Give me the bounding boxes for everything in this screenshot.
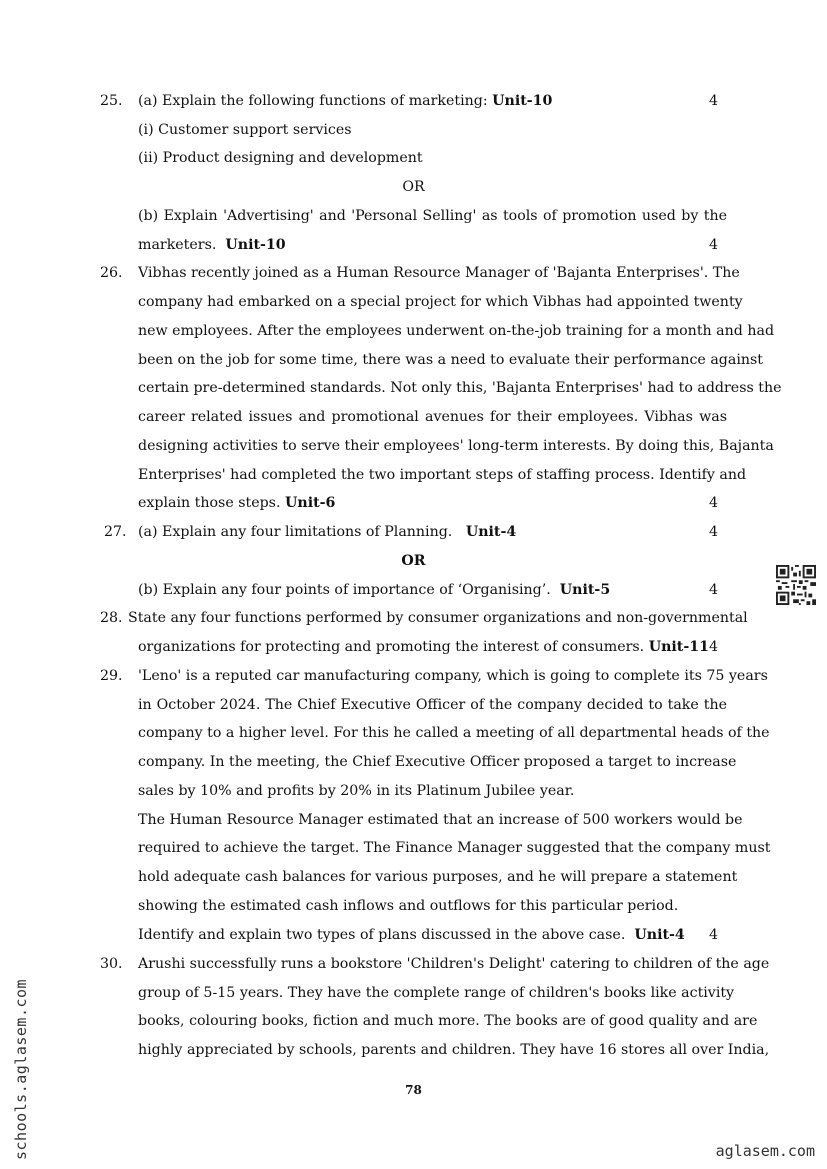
q28-number: 28. <box>100 610 123 626</box>
q26-line: company had embarked on a special project for which Vibhas had appointed twenty <box>138 294 743 310</box>
q26-line: been on the job for some time, there was a need to evaluate their performance against <box>138 352 763 368</box>
q28-line2: organizations for protecting and promoting the interest of consumers. Unit-11 <box>138 639 709 655</box>
q29-line: company to a higher level. For this he called a meeting of all departmental heads of the <box>138 725 770 741</box>
q26-line: designing activities to serve their employees' long-term interests. By doing this, Bajanta <box>138 438 774 454</box>
q28-line1: State any four functions performed by consumer organizations and non-governmental <box>128 610 748 626</box>
q26-line: new employees. After the employees underwent on-the-job training for a month and had <box>138 323 775 339</box>
q26-line: certain pre-determined standards. Not only this, 'Bajanta Enterprises' had to address the <box>138 380 782 396</box>
q29-line: showing the estimated cash inflows and outflows for this particular period. <box>138 898 679 914</box>
q26-marks: 4 <box>709 495 719 511</box>
q29-number: 29. <box>100 668 123 684</box>
q28-marks: 4 <box>709 639 719 655</box>
q25-part-a: (a) Explain the following functions of marketing: Unit-10 <box>138 93 553 109</box>
q30-number: 30. <box>100 956 123 972</box>
page-number: 78 <box>405 1083 422 1097</box>
q29-line: required to achieve the target. The Finance Manager suggested that the company must <box>138 840 771 856</box>
q30-line: Arushi successfully runs a bookstore 'Children's Delight' catering to children of the age <box>138 956 770 972</box>
q25-item-ii: (ii) Product designing and development <box>138 150 423 166</box>
q30-line: books, colouring books, fiction and much more. The books are of good quality and are <box>138 1013 758 1029</box>
q29-line: sales by 10% and profits by 20% in its Platinum Jubilee year. <box>138 783 575 799</box>
q27-part-b: (b) Explain any four points of importance of ‘Organising’. Unit-5 <box>138 582 611 598</box>
q25-number: 25. <box>100 93 123 109</box>
q25-a-marks: 4 <box>709 93 719 109</box>
q27-b-marks: 4 <box>709 582 719 598</box>
q25-b-marks: 4 <box>709 237 719 253</box>
q26-line: Vibhas recently joined as a Human Resource Manager of 'Bajanta Enterprises'. The <box>138 265 740 281</box>
q29-marks: 4 <box>709 927 719 943</box>
side-watermark: schools.aglasem.com <box>12 978 30 1160</box>
q26-number: 26. <box>100 265 123 281</box>
q30-line: group of 5-15 years. They have the complete range of children's books like activity <box>138 985 735 1001</box>
footer-watermark: aglasem.com <box>715 1142 815 1160</box>
q26-line: career related issues and promotional avenues for their employees. Vibhas was <box>138 409 727 425</box>
q29-line: in October 2024. The Chief Executive Officer of the company decided to take the <box>138 697 727 713</box>
q27-or: OR <box>401 553 426 569</box>
q27-number: 27. <box>104 524 127 540</box>
q25-or: OR <box>402 179 425 195</box>
q29-line: company. In the meeting, the Chief Executive Officer proposed a target to increase <box>138 754 737 770</box>
q27-a-marks: 4 <box>709 524 719 540</box>
q30-line: highly appreciated by schools, parents and children. They have 16 stores all over India, <box>138 1042 770 1058</box>
q26-last-line: explain those steps. Unit-6 <box>138 495 336 511</box>
q29-last-line: Identify and explain two types of plans discussed in the above case. Unit-4 <box>138 927 685 943</box>
q29-line: The Human Resource Manager estimated that an increase of 500 workers would be <box>138 812 743 828</box>
q26-line: Enterprises' had completed the two important steps of staffing process. Identify and <box>138 467 747 483</box>
q29-line: 'Leno' is a reputed car manufacturing company, which is going to complete its 75 years <box>138 668 768 684</box>
q25-item-i: (i) Customer support services <box>138 122 352 138</box>
q25-part-b-line1: (b) Explain 'Advertising' and 'Personal Selling' as tools of promotion used by the <box>138 208 727 224</box>
q25-part-b-line2: marketers. Unit-10 <box>138 237 286 253</box>
q27-part-a: (a) Explain any four limitations of Planning. Unit-4 <box>138 524 517 540</box>
q29-line: hold adequate cash balances for various purposes, and he will prepare a statement <box>138 869 738 885</box>
qr-code-icon <box>776 565 816 605</box>
